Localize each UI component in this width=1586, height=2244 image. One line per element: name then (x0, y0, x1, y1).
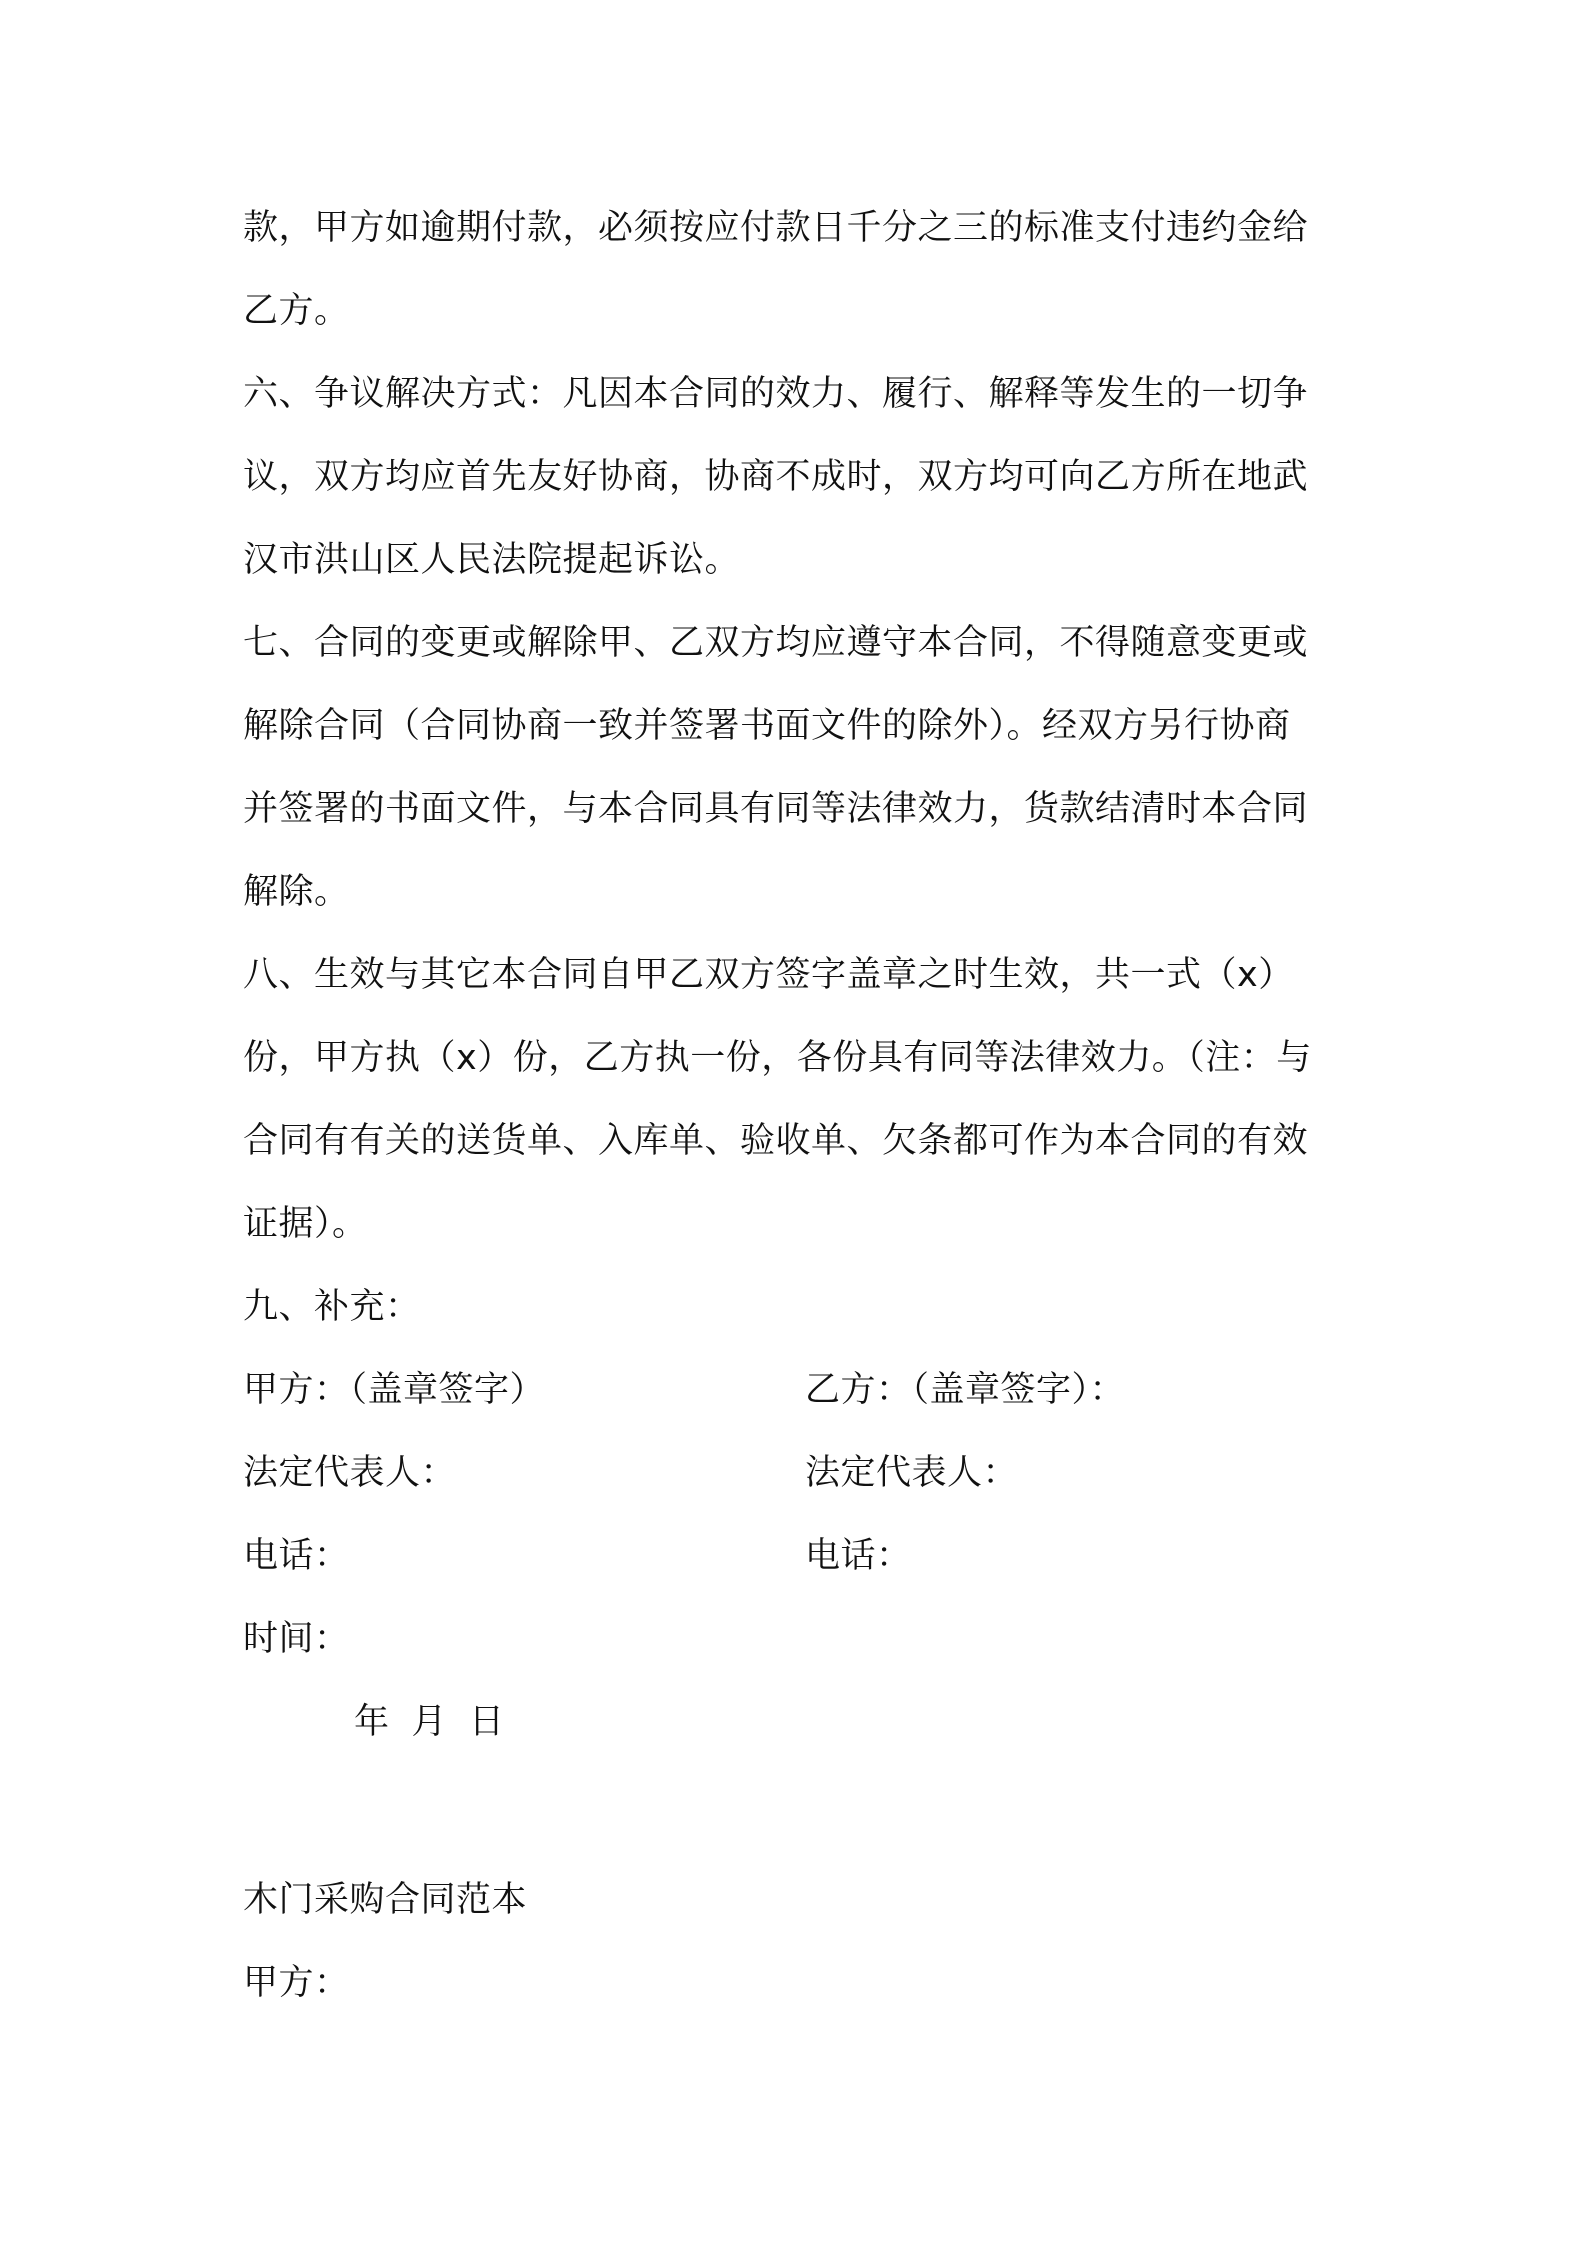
paragraph-late-payment (243, 187, 1363, 353)
party-b-seal-label: 乙方：（盖章签字）： (805, 1370, 1126, 1410)
text-line: 七、合同的变更或解除甲、乙双方均应遵守本合同，不得随意变更或 (243, 623, 1309, 663)
text-line: 并签署的书面文件，与本合同具有同等法律效力，货款结清时本合同 (243, 789, 1309, 829)
date-month-label: 月 (411, 1702, 448, 1742)
signature-block (243, 1349, 1363, 1681)
paragraph-contract-change (243, 602, 1363, 934)
party-a-phone-label: 电话： (243, 1536, 350, 1576)
text-line: 份，甲方执（x）份，乙方执一份，各份具有同等法律效力。（注：与 (243, 1038, 1312, 1078)
date-day-label: 日 (469, 1702, 505, 1742)
date-year-label: 年 (354, 1702, 390, 1742)
text-line: 六、争议解决方式：凡因本合同的效力、履行、解释等发生的一切争 (243, 374, 1309, 414)
party-a-representative-label: 法定代表人： (243, 1453, 457, 1493)
signature-row-seal (243, 1349, 1363, 1432)
text-line: 乙方。 (243, 291, 350, 331)
text-line: 九、补充： (243, 1287, 421, 1327)
text-line: 证据）。 (243, 1204, 368, 1244)
signature-row-phone (243, 1515, 1363, 1598)
text-line: 汉市洪山区人民法院提起诉讼。 (243, 540, 741, 580)
party-a-seal-label: 甲方：（盖章签字） (243, 1370, 546, 1410)
party-b-representative-label: 法定代表人： (805, 1453, 1019, 1493)
next-contract-section (243, 1859, 1363, 2025)
paragraph-dispute-resolution (243, 353, 1363, 602)
next-party-a-label: 甲方： (243, 1963, 350, 2003)
text-line: 解除合同（合同协商一致并签署书面文件的除外）。经双方另行协商 (243, 706, 1291, 746)
text-line: 八、生效与其它本合同自甲乙双方签字盖章之时生效，共一式（x） (243, 955, 1294, 995)
text-line: 合同有有关的送货单、入库单、验收单、欠条都可作为本合同的有效 (243, 1121, 1309, 1161)
section-title: 木门采购合同范本 (243, 1880, 528, 1920)
text-line: 解除。 (243, 872, 350, 912)
time-label: 时间： (243, 1619, 350, 1659)
signature-row-time (243, 1598, 1363, 1681)
text-line: 议，双方均应首先友好协商，协商不成时，双方均可向乙方所在地武 (243, 457, 1309, 497)
signature-row-representative (243, 1432, 1363, 1515)
paragraph-effectiveness (243, 934, 1363, 1266)
date-line (354, 1681, 527, 1764)
text-line: 款，甲方如逾期付款，必须按应付款日千分之三的标准支付违约金给 (243, 208, 1309, 248)
paragraph-supplement (243, 1266, 1363, 1349)
party-b-phone-label: 电话： (805, 1536, 912, 1576)
